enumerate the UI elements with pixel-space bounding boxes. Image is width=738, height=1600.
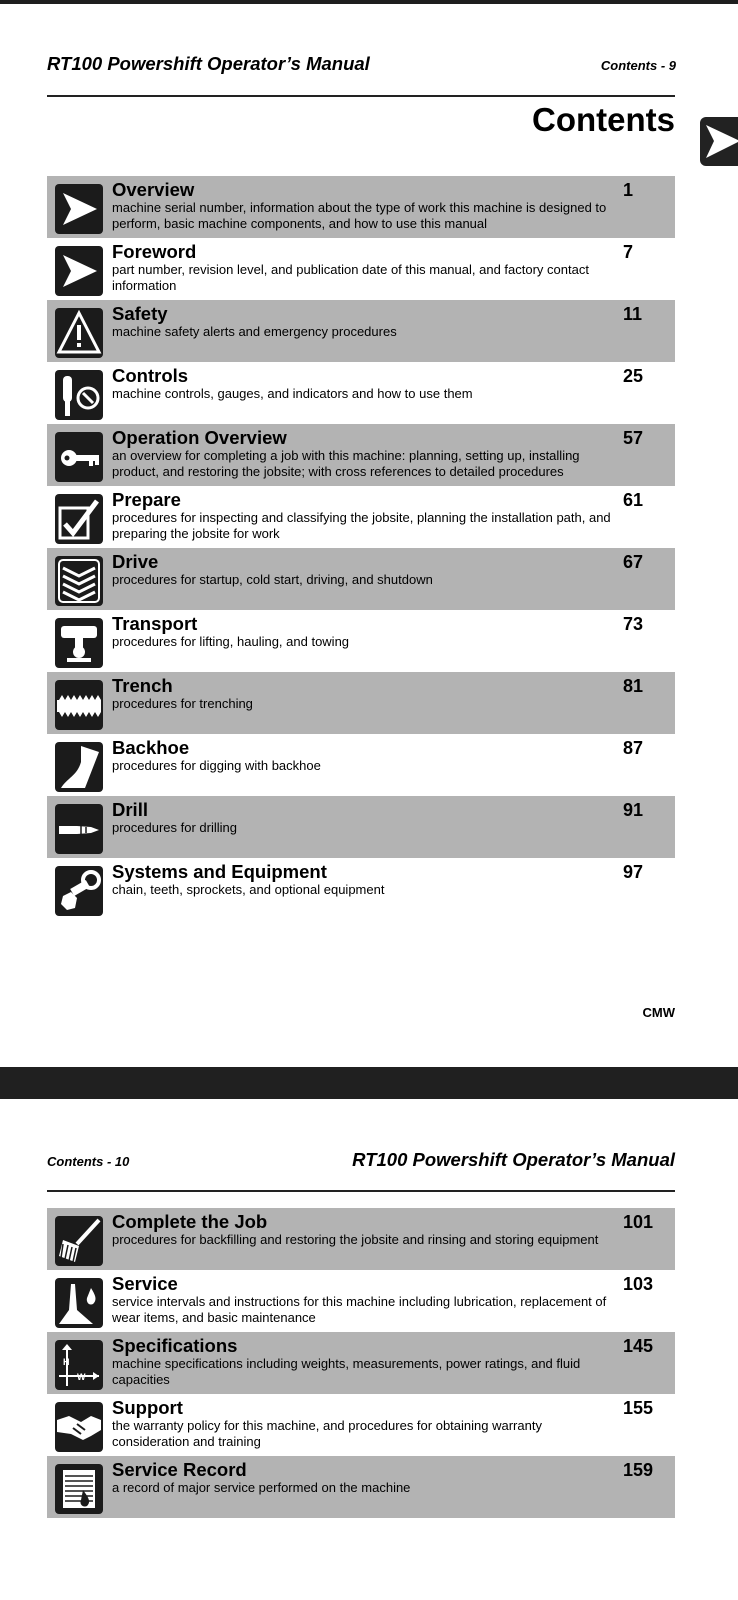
- backhoe-bucket-icon: [55, 742, 103, 792]
- section-description: procedures for startup, cold start, driving, and shutdown: [112, 572, 433, 587]
- section-page-number[interactable]: 25: [623, 366, 644, 386]
- section-title[interactable]: Support: [112, 1397, 183, 1418]
- section-title[interactable]: Specifications: [112, 1335, 238, 1356]
- section-description: machine serial number, information about the type of work this machine is designed to perform, basic machine components, and how to use this manual: [112, 200, 607, 231]
- manual-title: RT100 Powershift Operator’s Manual: [47, 53, 370, 74]
- section-description: procedures for digging with backhoe: [112, 758, 321, 773]
- checkbox-icon: [55, 494, 103, 544]
- section-page-number[interactable]: 155: [623, 1398, 654, 1418]
- section-tab-arrow-icon: [700, 117, 738, 166]
- toc-row-safety[interactable]: [47, 300, 675, 362]
- section-description: an overview for completing a job with this machine: planning, setting up, installing product, and restoring the jobsite; with cross references to detailed procedures: [112, 448, 580, 479]
- toc-row-drive[interactable]: [47, 548, 675, 610]
- toc-row-drill[interactable]: [47, 796, 675, 858]
- section-description: machine controls, gauges, and indicators and how to use them: [112, 386, 473, 401]
- svg-text:H: H: [63, 1357, 70, 1367]
- section-page-number[interactable]: 101: [623, 1212, 654, 1232]
- toc-row-transport[interactable]: [47, 610, 675, 672]
- section-title[interactable]: Operation Overview: [112, 427, 287, 448]
- section-page-number[interactable]: 61: [623, 490, 644, 510]
- section-page-number[interactable]: 73: [623, 614, 644, 634]
- toc-row-prepare[interactable]: [47, 486, 675, 548]
- toc-row-operation-overview[interactable]: [47, 424, 675, 486]
- arrow-icon: [55, 246, 103, 296]
- section-description: procedures for inspecting and classifying the jobsite, planning the installation path, and preparing the jobsite for work: [112, 510, 611, 541]
- key-icon: [55, 432, 103, 482]
- toc-row-backhoe[interactable]: [47, 734, 675, 796]
- page-divider: [0, 1067, 738, 1099]
- broom-icon: [55, 1216, 103, 1266]
- section-page-number[interactable]: 57: [623, 428, 644, 448]
- section-page-number[interactable]: 159: [623, 1460, 654, 1480]
- section-title[interactable]: Backhoe: [112, 737, 190, 758]
- service-record-icon: [55, 1464, 103, 1514]
- page-number-label: Contents - 9: [600, 58, 676, 73]
- top-border: [0, 0, 738, 4]
- dimensions-icon: [55, 1340, 103, 1390]
- warning-icon: [55, 308, 103, 358]
- section-title[interactable]: Drill: [112, 799, 148, 820]
- controls-icon: [55, 370, 103, 420]
- section-page-number[interactable]: 97: [623, 862, 644, 882]
- section-page-number[interactable]: 91: [623, 800, 644, 820]
- manual-title: RT100 Powershift Operator’s Manual: [352, 1149, 675, 1170]
- section-title[interactable]: Complete the Job: [112, 1211, 268, 1232]
- toc-row-support[interactable]: [47, 1394, 675, 1456]
- section-page-number[interactable]: 87: [623, 738, 644, 758]
- toc-row-service-record[interactable]: [47, 1456, 675, 1518]
- tire-tread-icon: [55, 556, 103, 606]
- hitch-icon: [55, 618, 103, 668]
- toc-list: [47, 176, 675, 920]
- section-title[interactable]: Service Record: [112, 1459, 247, 1480]
- toc-row-controls[interactable]: [47, 362, 675, 424]
- section-title[interactable]: Trench: [112, 675, 173, 696]
- trencher-chain-icon: [55, 680, 103, 730]
- toc-row-service[interactable]: [47, 1270, 675, 1332]
- toc-list: [47, 1208, 675, 1518]
- section-title[interactable]: Transport: [112, 613, 198, 634]
- handshake-icon: [55, 1402, 103, 1452]
- header-rule: [47, 1190, 675, 1192]
- section-description: the warranty policy for this machine, and procedures for obtaining warranty consideration and training: [112, 1418, 542, 1449]
- section-title[interactable]: Controls: [112, 365, 189, 386]
- oil-drop-icon: [55, 1278, 103, 1328]
- section-description: procedures for drilling: [112, 820, 238, 835]
- section-description: a record of major service performed on the machine: [112, 1480, 411, 1495]
- section-description: machine specifications including weights, measurements, power ratings, and fluid capacities: [112, 1356, 581, 1387]
- header-rule: [47, 95, 675, 97]
- section-title[interactable]: Systems and Equipment: [112, 861, 327, 882]
- section-description: machine safety alerts and emergency procedures: [112, 324, 397, 339]
- section-description: chain, teeth, sprockets, and optional equipment: [112, 882, 385, 897]
- section-page-number[interactable]: 145: [623, 1336, 654, 1356]
- section-page-number[interactable]: 11: [623, 304, 643, 324]
- footer-code: CMW: [642, 1005, 675, 1020]
- section-page-number[interactable]: 81: [623, 676, 644, 696]
- toc-row-specifications[interactable]: [47, 1332, 675, 1394]
- nut-bolt-icon: [55, 866, 103, 916]
- section-page-number[interactable]: 67: [623, 552, 644, 572]
- section-page-number[interactable]: 1: [623, 180, 634, 200]
- section-description: part number, revision level, and publication date of this manual, and factory contact information: [112, 262, 589, 293]
- section-description: procedures for backfilling and restoring the jobsite and rinsing and storing equipment: [112, 1232, 599, 1247]
- toc-row-foreword[interactable]: [47, 238, 675, 300]
- drill-bit-icon: [55, 804, 103, 854]
- section-title[interactable]: Overview: [112, 179, 195, 200]
- section-description: service intervals and instructions for this machine including lubrication, replacement of wear items, and basic maintenance: [112, 1294, 607, 1325]
- section-description: procedures for trenching: [112, 696, 253, 711]
- section-page-number[interactable]: 103: [623, 1274, 654, 1294]
- section-title[interactable]: Drive: [112, 551, 159, 572]
- section-description: procedures for lifting, hauling, and towing: [112, 634, 350, 649]
- page-title: Contents: [532, 101, 675, 138]
- svg-text:W: W: [77, 1372, 86, 1382]
- section-page-number[interactable]: 7: [623, 242, 634, 262]
- section-title[interactable]: Prepare: [112, 489, 181, 510]
- toc-row-overview[interactable]: [47, 176, 675, 238]
- toc-row-complete-the-job[interactable]: [47, 1208, 675, 1270]
- page-number-label: Contents - 10: [47, 1154, 130, 1169]
- section-title[interactable]: Foreword: [112, 241, 197, 262]
- toc-row-trench[interactable]: [47, 672, 675, 734]
- toc-row-systems-and-equipment[interactable]: [47, 858, 675, 920]
- section-title[interactable]: Safety: [112, 303, 168, 324]
- section-title[interactable]: Service: [112, 1273, 178, 1294]
- arrow-icon: [55, 184, 103, 234]
